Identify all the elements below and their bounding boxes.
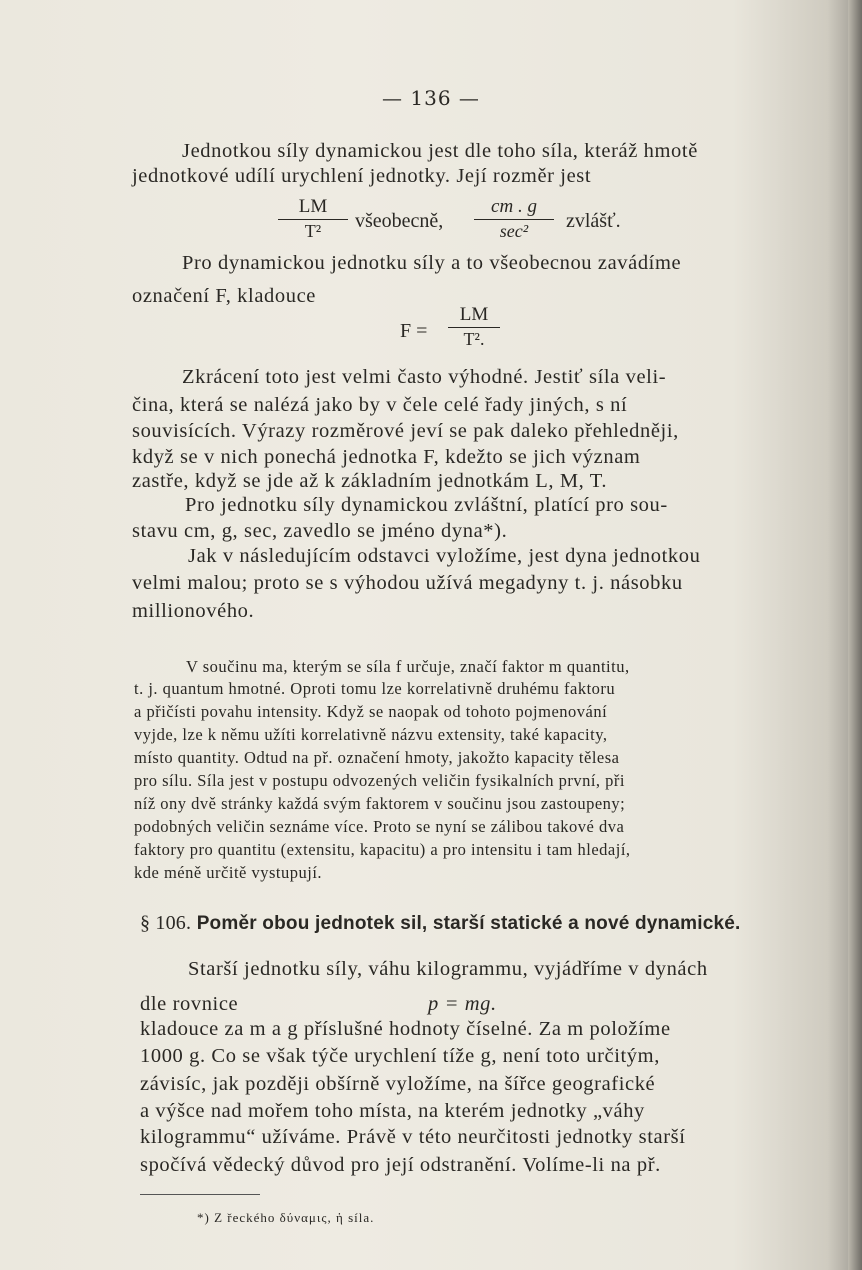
note-line: níž ony dvě stránky každá svým faktorem v součinu jsou zastoupeny;: [134, 794, 626, 813]
text-line: Jednotkou síly dynamickou jest dle toho síla, kteráž hmotě: [182, 140, 698, 162]
equation-formula: p = mg.: [428, 993, 497, 1015]
note-line: místo quantity. Odtud na př. označení hmoty, jakožto kapacity tělesa: [134, 748, 620, 767]
fraction-bar: [474, 219, 554, 220]
note-line: faktory pro quantitu (extensitu, kapacitu) a pro intensitu i tam hledají,: [134, 840, 631, 859]
fraction-general: [278, 196, 348, 241]
text-line: velmi malou; proto se s výhodou užívá megadyny t. j. násobku: [132, 572, 683, 594]
text-line: závisíc, jak později obšírně vyložíme, na šířce geografické: [140, 1073, 656, 1095]
text-line: Jak v následujícím odstavci vyložíme, jest dyna jednotkou: [188, 545, 701, 567]
note-line: V součinu ma, kterým se síla f určuje, značí faktor m quantitu,: [186, 657, 630, 676]
note-line: t. j. quantum hmotné. Oproti tomu lze korrelativně druhému faktoru: [134, 679, 616, 698]
page-number: — 136 —: [382, 86, 480, 110]
fraction-denominator: sec²: [499, 221, 529, 241]
fraction-denominator: T²: [304, 221, 322, 241]
fraction-denominator: T².: [463, 329, 485, 349]
footnote: *) Z řeckého δύναμις, ἡ síla.: [197, 1210, 375, 1225]
footnote-rule: [140, 1194, 260, 1195]
text-line: Pro dynamickou jednotku síly a to všeobecnou zavádíme: [182, 252, 682, 274]
text-line: stavu cm, g, sec, zavedlo se jméno dyna*).: [132, 520, 508, 542]
text-line: čina, která se nalézá jako by v čele celé řady jiných, s ní: [132, 394, 628, 416]
note-line: vyjde, lze k němu užíti korrelativně názvu extensity, také kapacity,: [134, 725, 608, 744]
note-line: kde méně určitě vystupují.: [134, 863, 323, 882]
text-line: kilogrammu“ užíváme. Právě v této neurčitosti jednotky starší: [140, 1126, 686, 1148]
text-line: Starší jednotku síly, váhu kilogrammu, vyjádříme v dynách: [188, 958, 708, 980]
fraction-special: [474, 196, 554, 241]
formula-lhs: F =: [400, 320, 428, 342]
text-line: Pro jednotku síly dynamickou zvláštní, platící pro sou-: [185, 494, 668, 516]
fraction-bar: [448, 327, 500, 328]
text-line: jednotkové udílí urychlení jednotky. Její rozměr jest: [132, 165, 592, 187]
section-heading: [140, 912, 740, 935]
text-line: souvisících. Výrazy rozměrové jeví se pak daleko přehledněji,: [132, 420, 679, 442]
label-special: zvlášť.: [566, 210, 621, 232]
text-line: Zkrácení toto jest velmi často výhodné. Jestiť síla veli-: [182, 366, 667, 388]
note-line: pro sílu. Síla jest v postupu odvozených veličin fysikalních první, při: [134, 771, 626, 790]
text-line: označení F, kladouce: [132, 285, 316, 307]
text-line: a výšce nad mořem toho místa, na kterém jednotky „váhy: [140, 1100, 645, 1122]
label-general: všeobecně,: [355, 210, 444, 232]
fraction-numerator: LM: [459, 304, 489, 325]
note-line: podobných veličin seznáme více. Proto se nyní se zálibou takové dva: [134, 817, 625, 836]
fraction-bar: [278, 219, 348, 220]
text-line: 1000 g. Co se však týče urychlení tíže g, není toto určitým,: [140, 1045, 660, 1067]
section-number: § 106.: [140, 912, 192, 934]
fraction-numerator: LM: [298, 196, 328, 217]
text-line: millionového.: [132, 600, 255, 622]
note-line: a přičísti povahu intensity. Když se naopak od tohoto pojmenování: [134, 702, 608, 721]
formula-fraction: [448, 304, 500, 349]
section-title: Poměr obou jednotek sil, starší statické a nové dynamické.: [196, 913, 741, 934]
text-line: spočívá vědecký důvod pro její odstranění. Volíme-li na př.: [140, 1154, 661, 1176]
text-line: když se v nich ponechá jednotka F, kdežto se jich význam: [132, 446, 641, 468]
text-line: zastře, když se jde až k základním jednotkám L, M, T.: [132, 470, 608, 492]
page-edge: [848, 0, 862, 1270]
fraction-numerator: cm . g: [491, 196, 537, 217]
text-line: kladouce za m a g příslušné hodnoty číselné. Za m položíme: [140, 1018, 671, 1040]
equation-prefix: dle rovnice: [140, 993, 239, 1015]
